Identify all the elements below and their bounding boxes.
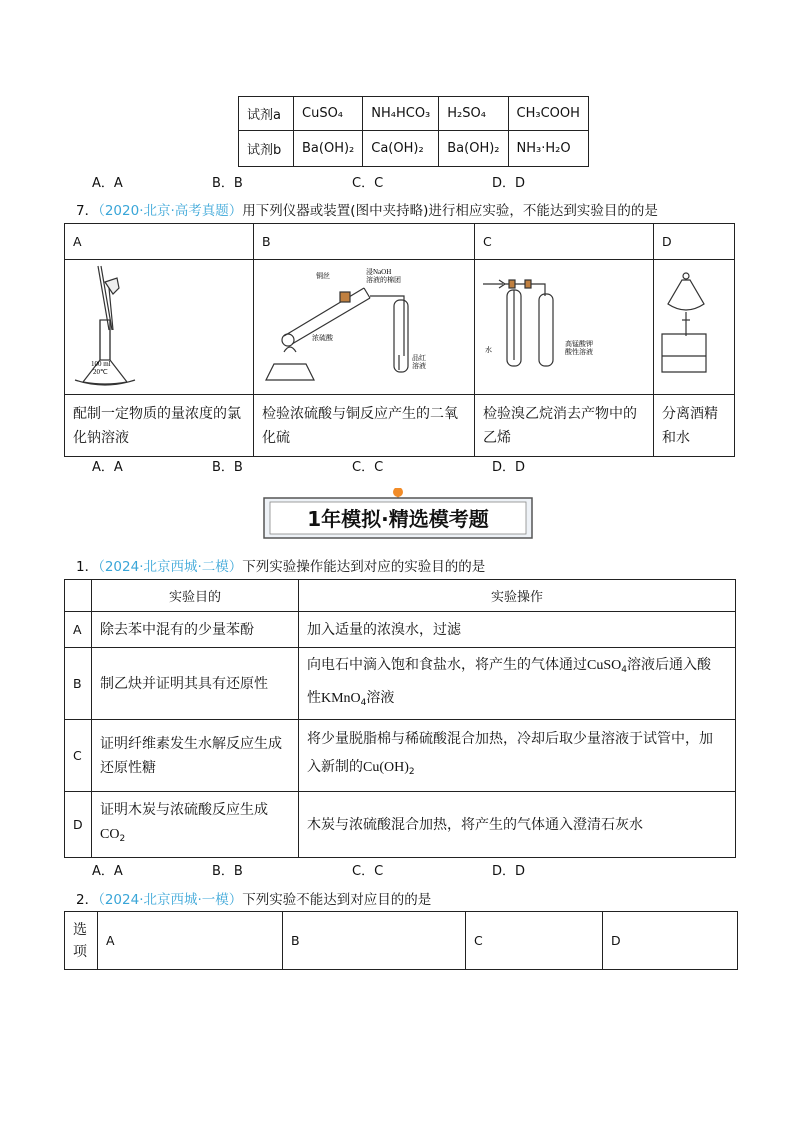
svg-text:高锰酸钾: 高锰酸钾	[565, 340, 593, 348]
figure-separatory-funnel	[654, 260, 735, 395]
question-source: （2020·北京·高考真题）	[98, 203, 243, 219]
option-b[interactable]: B．B	[212, 176, 243, 191]
q2-header-a: A	[98, 912, 283, 970]
reagent-b-cell: Ba(OH)₂	[294, 131, 363, 167]
row-operation: 木炭与浓硫酸混合加热，将产生的气体通入澄清石灰水	[299, 792, 736, 858]
reagent-b-cell: NH₃·H₂O	[508, 131, 588, 167]
option-d[interactable]: D．D	[492, 864, 526, 879]
reagent-a-cell: CH₃COOH	[508, 97, 588, 131]
q2-header-c: C	[466, 912, 603, 970]
section-banner	[262, 488, 534, 540]
q7-header-b: B	[254, 224, 475, 260]
option-c[interactable]: C．C	[352, 864, 384, 879]
row-purpose: 证明木炭与浓硫酸反应生成 $CO_2$	[92, 792, 299, 858]
q1-header-operation: 实验操作	[299, 580, 736, 612]
row-label: B	[65, 648, 92, 720]
svg-text:浓硫酸: 浓硫酸	[312, 334, 333, 342]
q7-caption-d: 分离酒精和水	[654, 395, 735, 457]
q2-header-label: 选 项	[65, 912, 98, 970]
row-operation: 向电石中滴入饱和食盐水，将产生的气体通过CuSO$_4$溶液后通入酸 性KMnO$_4$溶液	[299, 648, 736, 720]
svg-text:溶液的棉团: 溶液的棉团	[366, 276, 401, 284]
svg-text:铜丝: 铜丝	[316, 272, 330, 280]
question-2-stem: 2．（2024·北京西城·一模）下列实验不能达到对应目的的是	[76, 892, 432, 908]
q7-header-c: C	[475, 224, 654, 260]
option-a[interactable]: A．A	[92, 176, 123, 191]
svg-text:20℃: 20℃	[93, 368, 108, 376]
option-b[interactable]: B．B	[212, 864, 243, 879]
q1-experiment-table	[64, 579, 736, 858]
row-purpose: 制乙炔并证明其具有还原性	[92, 648, 299, 720]
row-operation: 将少量脱脂棉与稀硫酸混合加热，冷却后取少量溶液于试管中，加 入新制的$Cu(OH)_2$	[299, 720, 736, 792]
q2-header-b: B	[283, 912, 466, 970]
row-purpose: 除去苯中混有的少量苯酚	[92, 612, 299, 648]
q7-apparatus-table	[64, 223, 735, 457]
q7-header-d: D	[654, 224, 735, 260]
figure-copper-reaction	[254, 260, 475, 395]
row-label: D	[65, 792, 92, 858]
question-7-stem: 7．（2020·北京·高考真题）用下列仪器或装置(图中夹持略)进行相应实验，不能达到实验目的的是	[76, 203, 658, 219]
row-operation: 加入适量的浓溴水，过滤	[299, 612, 736, 648]
figure-bromoethane-elimination	[475, 260, 654, 395]
reagent-b-cell: Ba(OH)₂	[439, 131, 508, 167]
svg-text:水: 水	[485, 346, 492, 354]
option-d[interactable]: D．D	[492, 176, 526, 191]
option-d[interactable]: D．D	[492, 460, 526, 475]
question-1-stem: 1．（2024·北京西城·二模）下列实验操作能达到对应的实验目的的是	[76, 559, 486, 575]
option-c[interactable]: C．C	[352, 176, 384, 191]
q2-options-table	[64, 911, 738, 970]
question-source: （2024·北京西城·二模）	[98, 559, 243, 575]
reagent-a-label: 试剂a	[239, 97, 294, 131]
q7-header-a: A	[65, 224, 254, 260]
q1-header-purpose: 实验目的	[92, 580, 299, 612]
q7-caption-c: 检验溴乙烷消去产物中的乙烯	[475, 395, 654, 457]
reagent-a-cell: NH₄HCO₃	[363, 97, 439, 131]
option-b[interactable]: B．B	[212, 460, 243, 475]
svg-text:溶液: 溶液	[412, 362, 426, 370]
svg-text:100 ml: 100 ml	[91, 360, 111, 368]
svg-text:浸NaOH: 浸NaOH	[366, 268, 392, 276]
svg-text:品红: 品红	[412, 354, 426, 362]
svg-text:酸性溶液: 酸性溶液	[565, 348, 593, 356]
q7-caption-b: 检验浓硫酸与铜反应产生的二氧化硫	[254, 395, 475, 457]
question-source: （2024·北京西城·一模）	[98, 892, 243, 908]
reagent-a-cell: H₂SO₄	[439, 97, 508, 131]
banner-title: 1年模拟·精选模考题	[307, 507, 489, 531]
row-label: A	[65, 612, 92, 648]
reagent-b-cell: Ca(OH)₂	[363, 131, 439, 167]
q2-header-d: D	[603, 912, 738, 970]
option-a[interactable]: A．A	[92, 864, 123, 879]
figure-volumetric-flask	[65, 260, 254, 395]
reagent-a-cell: CuSO₄	[294, 97, 363, 131]
reagent-b-label: 试剂b	[239, 131, 294, 167]
option-a[interactable]: A．A	[92, 460, 123, 475]
row-label: C	[65, 720, 92, 792]
option-c[interactable]: C．C	[352, 460, 384, 475]
q7-caption-a: 配制一定物质的量浓度的氯化钠溶液	[65, 395, 254, 457]
row-purpose: 证明纤维素发生水解反应生成 还原性糖	[92, 720, 299, 792]
reagent-table	[238, 96, 589, 167]
